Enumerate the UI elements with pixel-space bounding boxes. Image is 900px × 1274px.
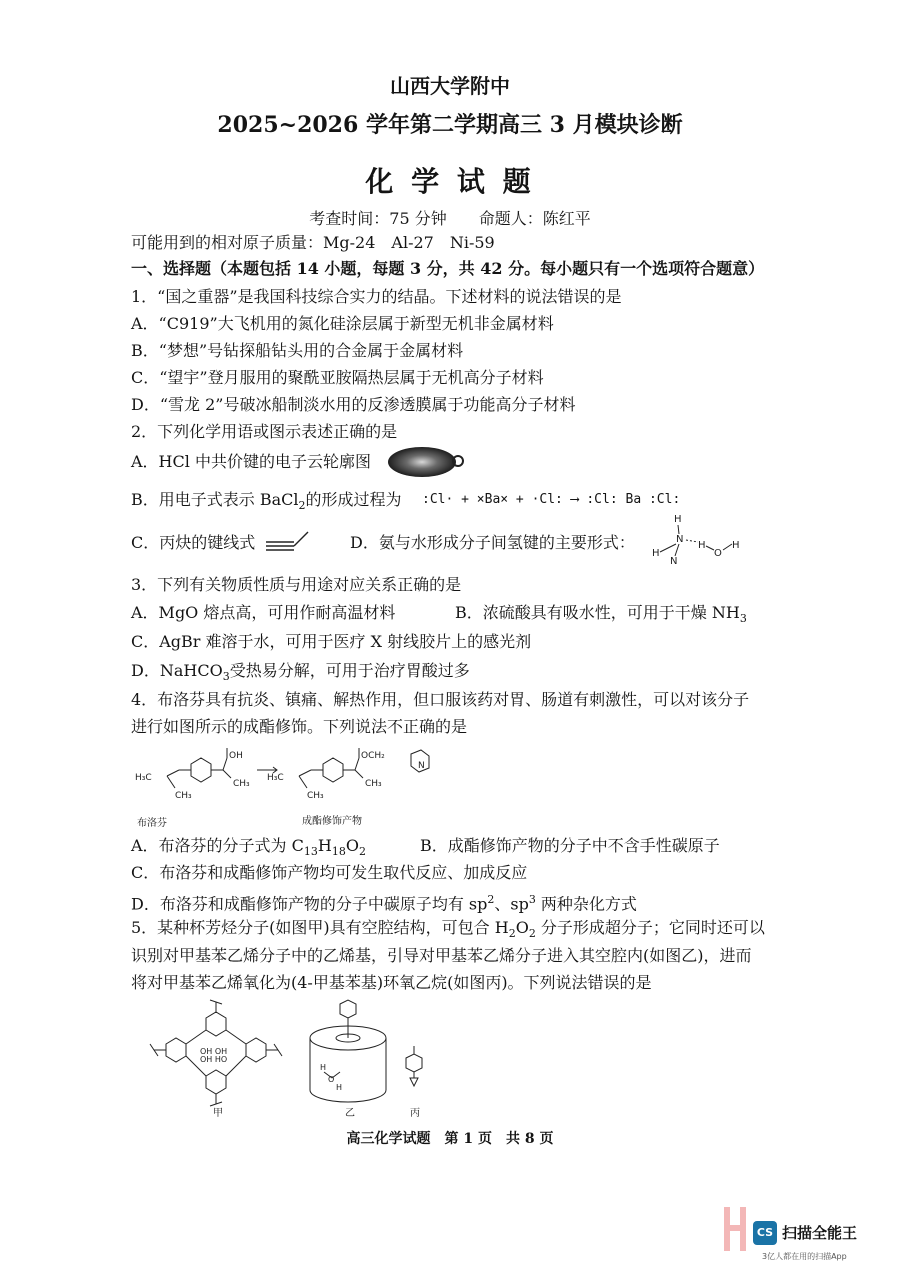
page-footer: 高三化学试题 第 1 页 共 8 页 [346,1131,554,1147]
propyne-skeletal-figure [264,530,310,552]
figure-label-yi: 乙 [345,1108,355,1119]
q2-option-d: D．氨与水形成分子间氢键的主要形式： [350,533,635,552]
q5-stem-line2: 识别对甲基苯乙烯分子中的乙烯基，引导对甲基苯乙烯分子进入其空腔内(如图乙)，进而 [131,946,752,965]
q2-option-c: C．丙炔的键线式 [131,533,256,552]
q4-option-a: A．布洛芬的分子式为 $C_{13}H_{18}O_2$ [131,836,366,859]
svg-text:N: N [670,556,678,567]
school-name: 山西大学附中 [390,74,510,98]
svg-text:H: H [336,1083,343,1092]
q1-option-a: A．“C919”大飞机用的氮化硅涂层属于新型无机非金属材料 [131,314,554,333]
q2-option-a: A．HCl 中共价键的电子云轮廓图 [131,452,371,471]
figure-label-bing: 丙 [410,1108,420,1119]
atomic-mass-line: 可能用到的相对原子质量：Mg-24 Al-27 Ni-59 [131,233,495,252]
section-heading: 一、选择题（本题包括 14 小题，每题 3 分，共 42 分。每小题只有一个选项符合题意） [131,259,765,278]
q4-option-d: D．布洛芬和成酯修饰产物的分子中碳原子均有 $sp^2$、$sp^3$ 两种杂化方式 [131,893,637,914]
q4-option-c: C．布洛芬和成酯修饰产物均可发生取代反应、加成反应 [131,863,528,882]
figure-label-jia: 甲 [213,1108,223,1119]
exam-meta: 考查时间：75 分钟 命题人：陈红平 [309,209,591,228]
q1-option-c: C．“望宇”登月服用的聚酰亚胺隔热层属于无机高分子材料 [131,368,544,387]
svg-text:CH₃: CH₃ [233,779,250,789]
svg-text:H: H [674,514,682,525]
svg-text:O: O [328,1075,335,1084]
svg-text:H: H [732,540,740,551]
q2-option-b: B．用电子式表示 BaCl$_2$的形成过程为 [131,490,402,513]
ibuprofen-label: 布洛芬 [137,818,167,829]
q4-stem-line1: 4．布洛芬具有抗炎、镇痛、解热作用，但口服该药对胃、肠道有刺激性，可以对该分子 [131,690,750,709]
electron-cloud-figure [382,444,468,480]
svg-text:N: N [418,761,425,771]
q2-stem: 2．下列化学用语或图示表述正确的是 [131,422,398,441]
ester-product-label: 成酯修饰产物 [302,816,362,827]
q5-stem-line1: 5．某种杯芳烃分子(如图甲)具有空腔结构，可包合 $H_2O_2$ 分子形成超分子；它同时还可以 [131,918,765,941]
svg-text:H: H [698,540,706,551]
svg-text:H₃C: H₃C [135,773,152,783]
svg-text:N: N [676,534,684,545]
svg-text:H₃C: H₃C [267,773,284,783]
q5-stem-line3: 将对甲基苯乙烯氧化为(4-甲基苯基)环氧乙烷(如图丙)。下列说法错误的是 [131,973,652,992]
svg-text:H: H [652,548,660,559]
q4-option-b: B．成酯修饰产物的分子中不含手性碳原子 [420,836,720,855]
q1-option-d: D．“雪龙 2”号破冰船制淡水用的反渗透膜属于功能高分子材料 [131,395,576,414]
svg-text:H: H [320,1063,327,1072]
svg-text:CH₃: CH₃ [365,779,382,789]
svg-text:OH OH: OH OH [200,1047,228,1056]
svg-text:OCH₂: OCH₂ [361,751,385,761]
ibuprofen-esterification-figure [131,744,431,820]
q3-option-b: B．浓硫酸具有吸水性，可用于干燥 $NH_3$ [455,603,747,626]
q3-option-c: C．AgBr 难溶于水，可用于医疗 X 射线胶片上的感光剂 [131,632,532,651]
q1-option-b: B．“梦想”号钻探船钻头用的合金属于金属材料 [131,341,464,360]
q3-stem: 3．下列有关物质性质与用途对应关系正确的是 [131,575,462,594]
svg-text:CH₃: CH₃ [307,791,324,801]
q4-stem-line2: 进行如图所示的成酯修饰。下列说法不正确的是 [131,717,468,736]
q3-option-d: D．NaHCO$_3$受热易分解，可用于治疗胃酸过多 [131,661,470,684]
watermark-app-name: 扫描全能王 [782,1224,858,1242]
svg-text:O: O [714,548,722,559]
exam-term-title: 2025~2026 学年第二学期高三 3 月模块诊断 [217,112,683,138]
svg-text:OH HO: OH HO [200,1055,228,1064]
svg-text:CH₃: CH₃ [175,791,192,801]
subject-title: 化 学 试 题 [365,165,535,198]
q3-option-a: A．MgO 熔点高，可用作耐高温材料 [131,603,396,622]
hydrogen-bond-figure [648,512,744,568]
camscanner-icon: CS [753,1221,777,1245]
bacl2-electron-formula: :Cl· + ×Ba× + ·Cl: ⟶ :Cl: Ba :Cl: [422,492,681,507]
watermark-tagline: 3亿人都在用的扫描App [762,1252,847,1261]
svg-text:OH: OH [229,751,243,761]
watermark-logo-icon [720,1207,750,1251]
q1-stem: 1．“国之重器”是我国科技综合实力的结晶。下述材料的说法错误的是 [131,287,622,306]
calixarene-figure [136,998,446,1114]
